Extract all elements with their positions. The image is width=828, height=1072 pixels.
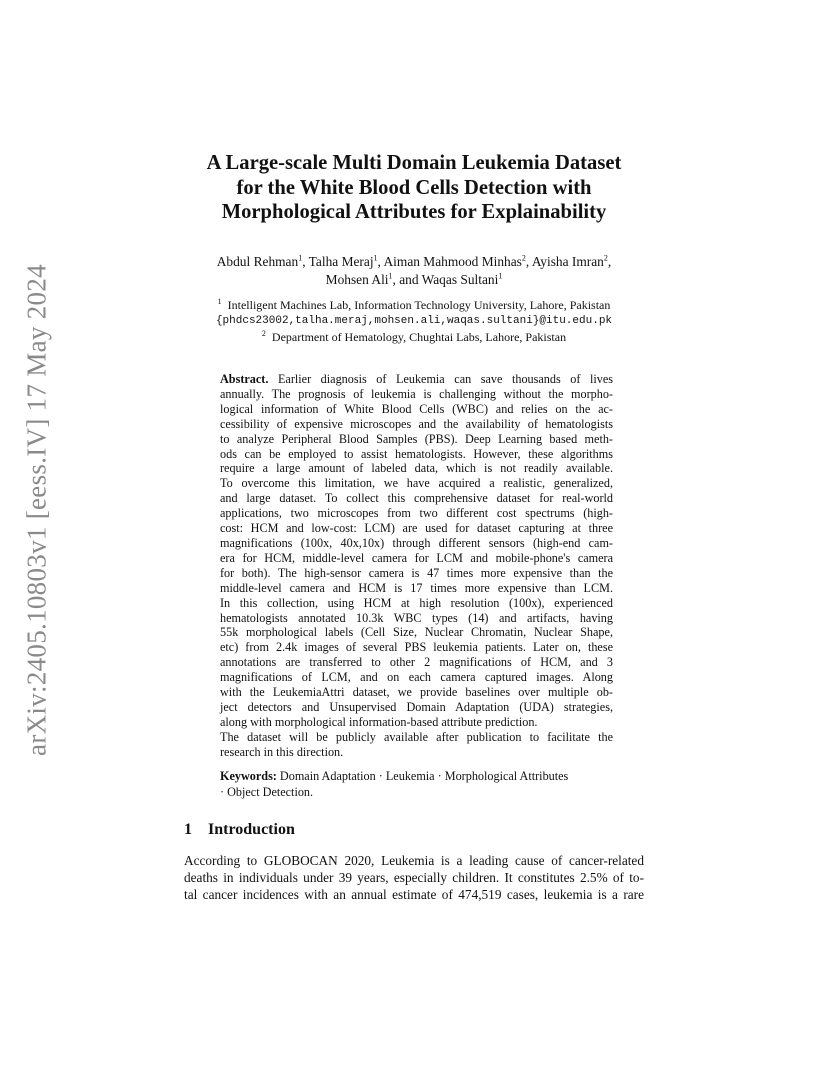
body-line: deaths in individuals under 39 years, especially children. It constitutes 2.5% of to- xyxy=(184,870,644,885)
abstract-line: era for HCM, middle-level camera for LCM and mobile-phone's camera xyxy=(220,550,613,565)
abstract-line: logical information of White Blood Cells (WBC) and relies on the ac- xyxy=(220,401,613,416)
section-title: Introduction xyxy=(208,821,295,838)
abstract-line: middle-level camera and HCM is 17 times more expensive than LCM. xyxy=(220,580,613,595)
author-affiliation-mark: 1 xyxy=(388,271,393,281)
affiliation-2 xyxy=(150,329,678,345)
section-number: 1 xyxy=(184,821,192,838)
author-affiliation-mark: 2 xyxy=(603,253,608,263)
author-name: Abdul Rehman xyxy=(216,254,299,269)
abstract-line: to analyze Peripheral Blood Samples (PBS). Deep Learning based meth- xyxy=(220,431,613,446)
keywords xyxy=(220,768,613,800)
author-affiliation-mark: 1 xyxy=(298,253,303,263)
author-name: Mohsen Ali xyxy=(325,272,389,287)
author-name: Ayisha Imran xyxy=(531,254,604,269)
body-line: tal cancer incidences with an annual estimate of 474,519 cases, leukemia is a rare xyxy=(184,887,644,902)
title-line: A Large-scale Multi Domain Leukemia Dataset xyxy=(206,152,622,174)
author-list xyxy=(160,253,668,289)
author-name: Aiman Mahmood Minhas xyxy=(383,254,522,269)
author-separator: , xyxy=(607,254,612,269)
abstract-line: In this collection, using HCM at high resolution (100x), experienced xyxy=(220,595,613,610)
arxiv-identifier: arXiv:2405.10803v1 [eess.IV] 17 May 2024 xyxy=(21,264,52,756)
abstract-line: for both). The high-sensor camera is 47 times more expensive than the xyxy=(220,565,613,580)
abstract-line: magnifications (100x, 40x,10x) through different sensors (high-end cam- xyxy=(220,535,613,550)
keywords-line xyxy=(220,768,613,784)
author-name: Waqas Sultani xyxy=(421,272,499,287)
affiliation-1 xyxy=(150,297,678,313)
abstract-line: require a large amount of labeled data, which is not readily available. xyxy=(220,461,613,476)
author-line xyxy=(160,253,668,271)
abstract-line: and large dataset. To collect this comprehensive dataset for real-world xyxy=(220,491,613,506)
abstract-line: annually. The prognosis of leukemia is challenging without the morpho- xyxy=(220,386,613,401)
author-separator: , xyxy=(302,254,309,269)
author-affiliation-mark: 1 xyxy=(498,271,503,281)
body-line: According to GLOBOCAN 2020, Leukemia is a leading cause of cancer-related xyxy=(184,853,644,868)
keywords-text: Domain Adaptation · Leukemia · Morphological Attributes xyxy=(279,769,569,783)
abstract-line: with the LeukemiaAttri dataset, we provide baselines over multiple ob- xyxy=(220,685,613,700)
abstract-line: ject detectors and Unsupervised Domain Adaptation (UDA) strategies, xyxy=(220,699,613,714)
paper-title xyxy=(150,151,678,225)
abstract-line: hematologists annotated 10.3k WBC types (14) and artifacts, having xyxy=(220,610,613,625)
title-line: for the White Blood Cells Detection with xyxy=(236,176,592,199)
author-name: Talha Meraj xyxy=(308,254,374,269)
author-line xyxy=(160,271,668,289)
author-affiliation-mark: 1 xyxy=(373,253,378,263)
keywords-label: Keywords: xyxy=(220,769,277,783)
abstract-line: magnifications of LCM, and on each camera captured images. Along xyxy=(220,670,613,685)
keywords-line: · Object Detection. xyxy=(220,785,314,799)
affiliation-mark: 2 xyxy=(261,329,266,338)
introduction-body xyxy=(184,852,644,903)
title-line: Morphological Attributes for Explainability xyxy=(221,201,607,223)
abstract-line: along with morphological information-based attribute prediction. xyxy=(220,714,538,729)
abstract-line: cessibility of expensive microscopes and the availability of hematologists xyxy=(220,416,613,431)
abstract-line xyxy=(220,372,613,387)
section-heading xyxy=(184,821,295,839)
author-separator: , xyxy=(525,254,532,269)
abstract-line: ods can be employed to assist hematologists. However, these algorithms xyxy=(220,446,613,461)
author-emails: {phdcs23002,talha.meraj,mohsen.ali,waqas.sultani}@itu.edu.pk xyxy=(215,315,613,327)
abstract xyxy=(220,372,613,760)
affiliation-mark: 1 xyxy=(217,297,222,306)
abstract-line: The dataset will be publicly available after publication to facilitate the xyxy=(220,729,613,744)
abstract-line: cost: HCM and low-cost: LCM) are used for dataset capturing at three xyxy=(220,521,613,536)
abstract-line: research in this direction. xyxy=(220,744,344,759)
abstract-line: etc) from 2.4k images of several PBS leukemia patients. Later on, these xyxy=(220,640,613,655)
abstract-line: 55k morphological labels (Cell Size, Nuclear Chromatin, Nuclear Shape, xyxy=(220,625,613,640)
abstract-line: annotations are transferred to other 2 magnifications of HCM, and 3 xyxy=(220,655,613,670)
arxiv-identifier-sidebar xyxy=(21,264,52,756)
abstract-line: applications, two microscopes from two different cost spectrums (high- xyxy=(220,506,613,521)
author-separator: , and xyxy=(392,272,422,287)
abstract-label: Abstract. xyxy=(220,372,269,386)
author-affiliation-mark: 2 xyxy=(521,253,526,263)
author-separator: , xyxy=(377,254,384,269)
abstract-line: To overcome this limitation, we have acquired a realistic, generalized, xyxy=(220,476,613,491)
affiliation-text: Intelligent Machines Lab, Information Technology University, Lahore, Pakistan xyxy=(227,298,611,312)
affiliation-text: Department of Hematology, Chughtai Labs, Lahore, Pakistan xyxy=(271,330,567,344)
affiliations xyxy=(150,297,678,345)
abstract-text: Earlier diagnosis of Leukemia can save thousands of lives xyxy=(277,372,614,386)
